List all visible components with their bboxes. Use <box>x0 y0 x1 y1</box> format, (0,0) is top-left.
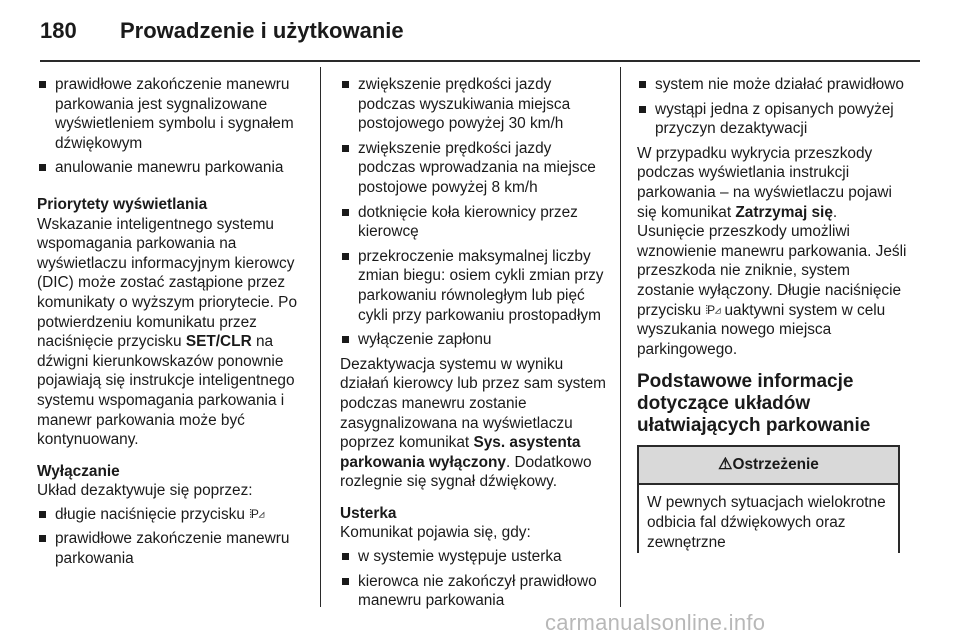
watermark: carmanualsonline.info <box>545 610 766 635</box>
deactivation-list <box>340 75 612 350</box>
list-item: prawidłowe zakończenie manewru parkowania <box>37 529 309 568</box>
column-3 <box>637 75 909 553</box>
fault-list <box>340 547 612 611</box>
column-divider-1 <box>320 67 321 607</box>
list-item: anulowanie manewru parkowania <box>37 158 309 178</box>
fault-intro: Komunikat pojawia się, gdy: <box>340 524 531 542</box>
fault-heading: Usterka <box>340 504 397 522</box>
deactivation-message: Sys. asystenta parkowania wyłączony <box>340 434 581 471</box>
list-item: zwiększenie prędkości jazdy podczas wyszukiwania miejsca postojowego powyżej 30 km/h <box>340 75 612 134</box>
page-title: Prowadzenie i użytkowanie <box>120 18 404 43</box>
warning-text: W pewnych sytuacjach wielokrotne odbicia fal dźwiękowych oraz zewnętrzne <box>647 494 886 551</box>
header-rule <box>40 60 920 62</box>
list-item: długie naciśnięcie przycisku ⦙P◿ <box>37 505 309 525</box>
page-number: 180 <box>40 18 77 43</box>
list-item: w systemie występuje usterka <box>340 547 612 567</box>
off-heading: Wyłączanie <box>37 462 120 480</box>
end-conditions-list <box>37 75 309 178</box>
off-list <box>37 505 309 569</box>
page-header <box>40 18 920 52</box>
column-1 <box>37 75 309 574</box>
list-item: kierowca nie zakończył prawidłowo manewru parkowania <box>340 572 612 611</box>
list-item: wyłączenie zapłonu <box>340 330 612 350</box>
list-item: prawidłowe zakończenie manewru parkowania jest sygnalizowane wyświetleniem symbolu i sygnałem dźwiękowym <box>37 75 309 153</box>
set-clr-label: SET/CLR <box>185 333 252 351</box>
list-item: wystąpi jedna z opisanych powyżej przyczyn dezaktywacji <box>637 100 909 139</box>
section-title: Podstawowe informacje dotyczące układów ułatwiających parkowanie <box>637 371 871 437</box>
column-2 <box>340 75 612 616</box>
removal-text: Usunięcie przeszkody umożliwi wznowienie manewru parkowania. Jeśli przeszkoda nie zniknie, system zostanie wyłączony. Długie naciśnięcie przycisku ⦙P◿ uaktywni system w celu wyszukania nowego miejsca parkingowego. <box>637 223 907 358</box>
list-item: system nie może działać prawidłowo <box>637 75 909 95</box>
warning-title: Ostrzeżenie <box>732 456 819 474</box>
priorities-text: Wskazanie inteligentnego systemu wspomagania parkowania na wyświetlaczu informacyjnym kierowcy (DIC) może zostać zastąpione przez komunikaty o wyższym priorytecie. Po potwierdzeniu komunikatu przez naciśnięcie przycisku SET/CLR na dźwigni kierunkowskazów ponownie pojawiają się instrukcje inteligentnego systemu wspomagania parkowania i manewr parkowania może być kontynuowany. <box>37 215 298 449</box>
priorities-heading: Priorytety wyświetlania <box>37 195 208 213</box>
fault-list-continued <box>637 75 909 139</box>
warning-header <box>639 445 898 485</box>
list-item: zwiększenie prędkości jazdy podczas wprowadzania na miejsce postojowe powyżej 8 km/h <box>340 139 612 198</box>
park-assist-icon: ⦙P◿ <box>705 302 721 317</box>
list-item: dotknięcie koła kierownicy przez kierowcę <box>340 203 612 242</box>
obstacle-text: W przypadku wykrycia przeszkody podczas wyświetlania instrukcji parkowania – na wyświetlaczu pojawi się komunikat Zatrzymaj się. <box>637 144 892 221</box>
list-item: przekroczenie maksymalnej liczby zmian biegu: osiem cykli zmian przy parkowaniu równoległym lub pięć cykli przy parkowaniu prostopadłym <box>340 247 612 325</box>
off-intro: Układ dezaktywuje się poprzez: <box>37 482 253 500</box>
stop-message: Zatrzymaj się <box>735 203 833 221</box>
deactivation-text: Dezaktywacja systemu w wyniku działań kierowcy lub przez sam system podczas manewru zostanie zasygnalizowana na wyświetlaczu poprzez komunikat Sys. asystenta parkowania wyłączony. Dodatkowo rozlegnie się sygnał dźwiękowy. <box>340 355 607 491</box>
column-divider-2 <box>620 67 621 607</box>
park-assist-icon: ⦙P◿ <box>249 506 264 521</box>
warning-box <box>637 445 900 553</box>
warning-icon: ⚠ <box>718 456 733 474</box>
